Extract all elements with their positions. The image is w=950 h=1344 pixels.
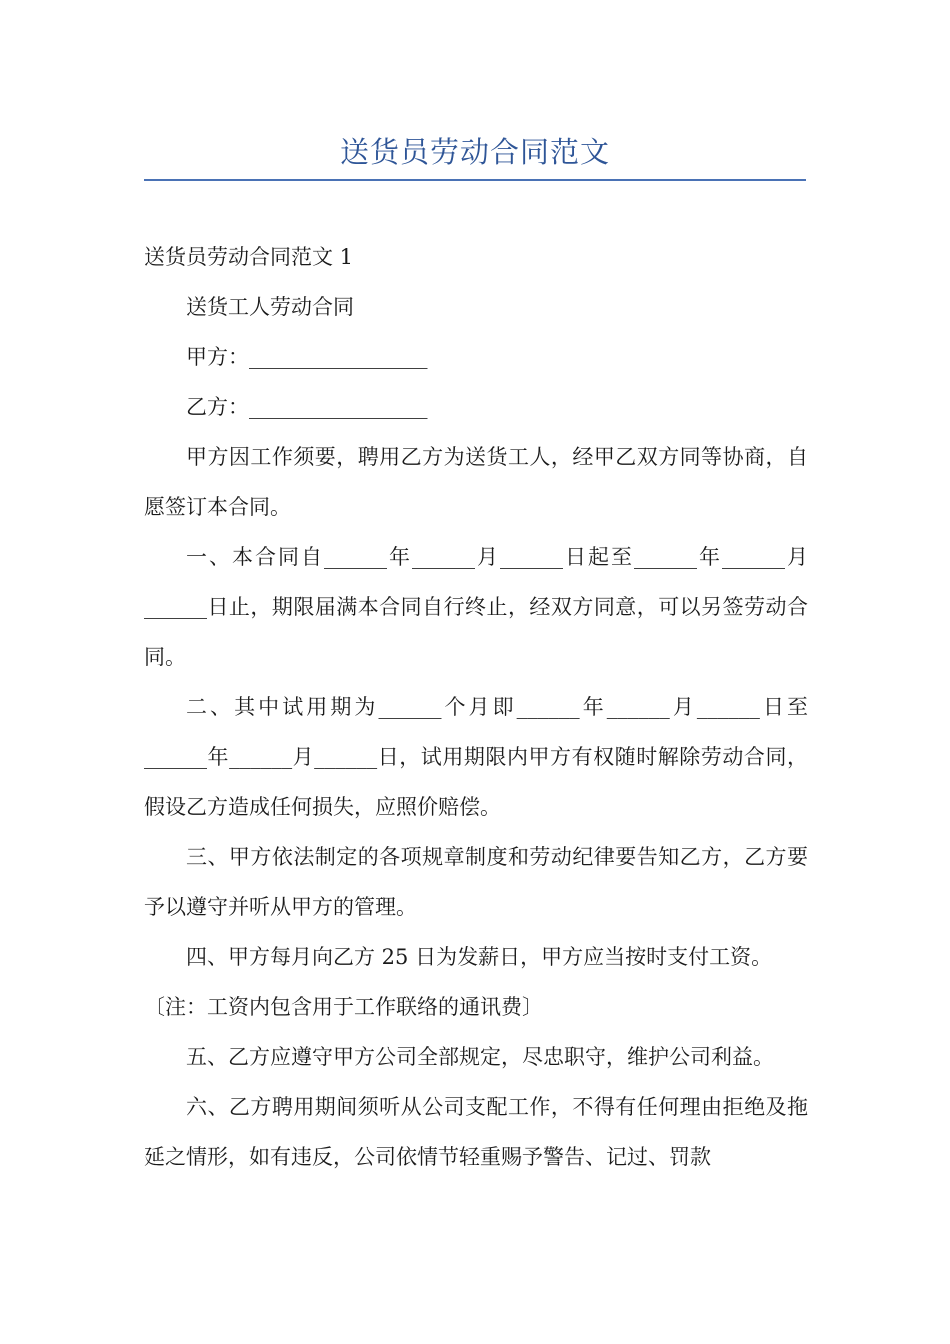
section-heading: 送货员劳动合同范文 1 bbox=[144, 245, 354, 269]
party-a-line: 甲方：_________________ bbox=[186, 345, 428, 369]
party-b-line: 乙方：_________________ bbox=[186, 395, 428, 419]
paragraph-preamble: 甲方因工作须要，聘用乙方为送货工人，经甲乙双方同等协商，自愿签订本合同。 bbox=[144, 445, 808, 519]
clause-4: 四、甲方每月向乙方 25 日为发薪日，甲方应当按时支付工资。 bbox=[186, 945, 773, 969]
clause-2: 二、其中试用期为______个月即______年______月______日至______年______月______日，试用期限内甲方有权随时解除劳动合同，假设乙方造成任何损失，应照价赔偿。 bbox=[144, 695, 808, 819]
clause-6: 六、乙方聘用期间须听从公司支配工作，不得有任何理由拒绝及拖延之情形，如有违反，公司依情节轻重赐予警告、记过、罚款 bbox=[144, 1095, 808, 1169]
clause-5: 五、乙方应遵守甲方公司全部规定，尽忠职守，维护公司利益。 bbox=[186, 1045, 774, 1069]
clause-4-note: 〔注：工资内包含用于工作联络的通讯费〕 bbox=[144, 995, 543, 1019]
clause-1: 一、本合同自______年______月______日起至______年______月______日止，期限届满本合同自行终止，经双方同意，可以另签劳动合同。 bbox=[144, 545, 808, 669]
clause-3: 三、甲方依法制定的各项规章制度和劳动纪律要告知乙方，乙方要予以遵守并听从甲方的管理。 bbox=[144, 845, 808, 919]
contract-title: 送货工人劳动合同 bbox=[186, 295, 354, 319]
document-title: 送货员劳动合同范文 bbox=[339, 135, 610, 169]
document-body bbox=[144, 232, 808, 1182]
title-underline bbox=[144, 179, 806, 181]
